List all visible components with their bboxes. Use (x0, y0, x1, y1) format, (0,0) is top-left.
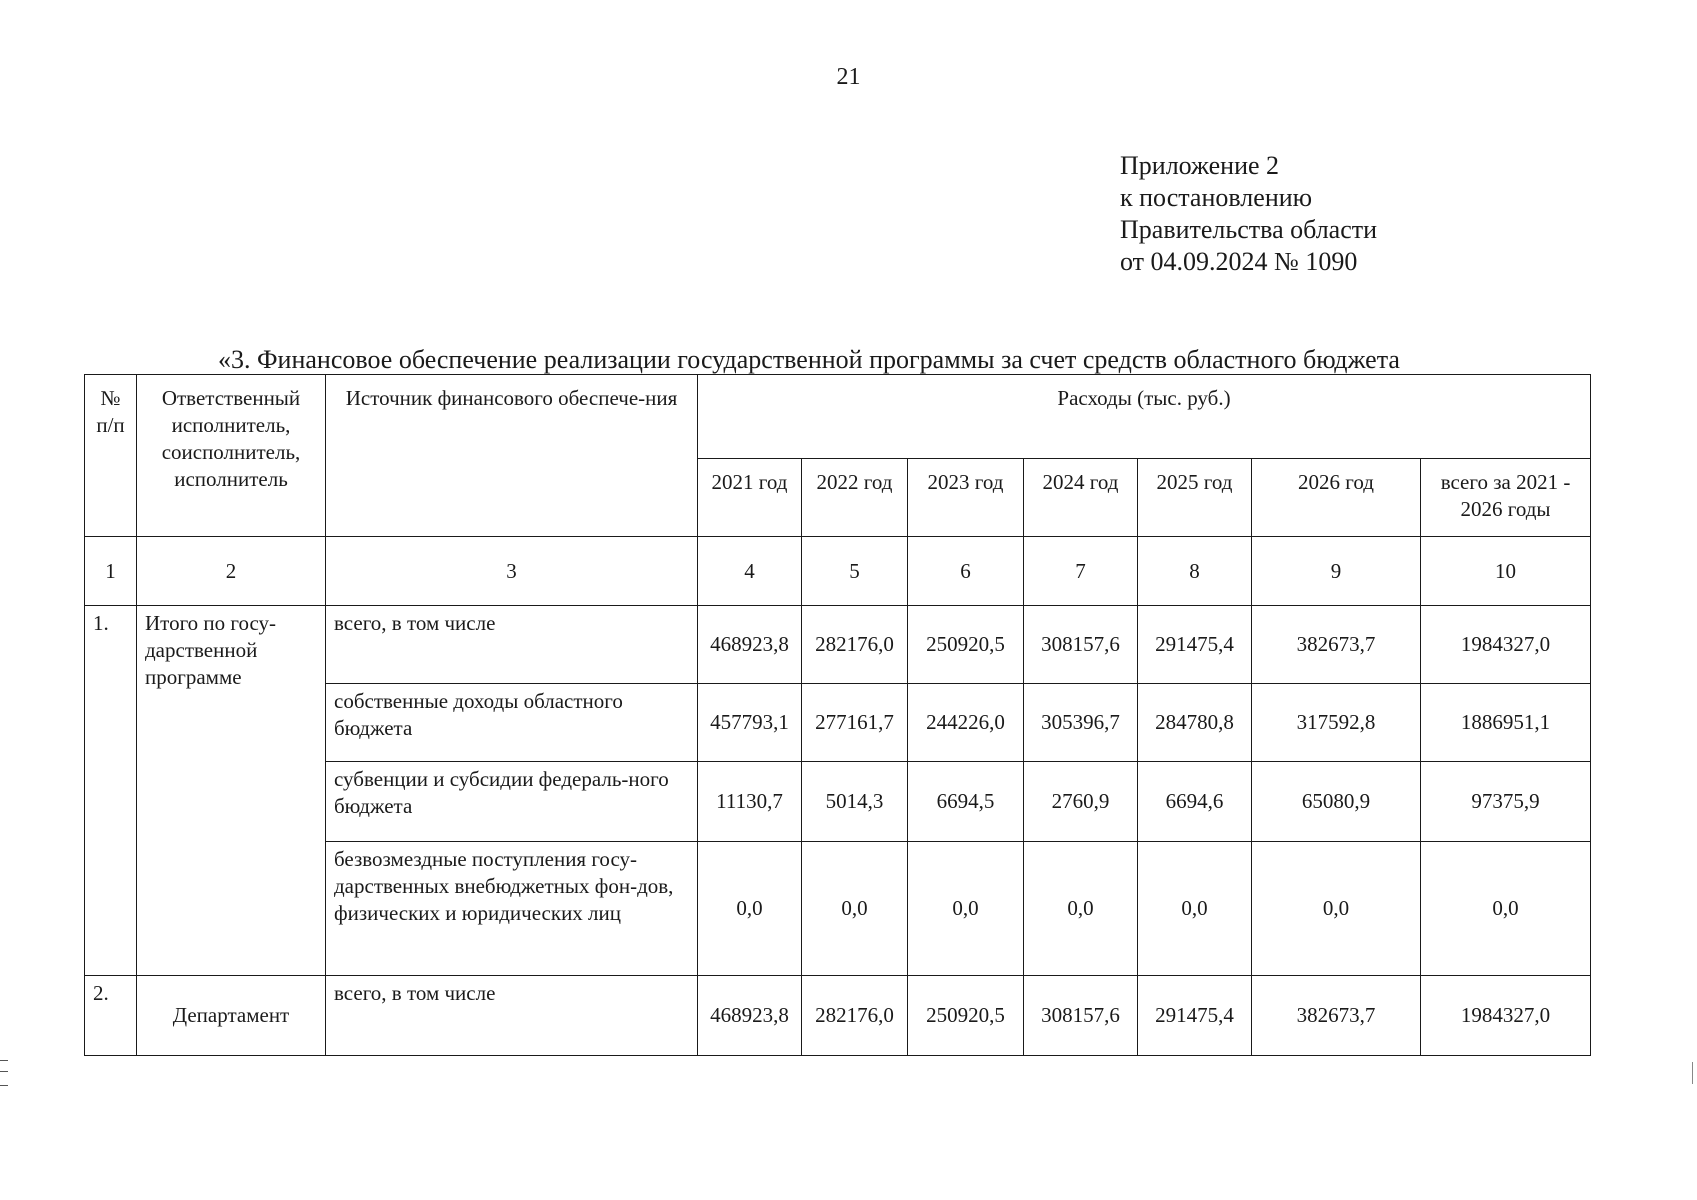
page-number: 21 (836, 64, 861, 90)
row-source: всего, в том числе (326, 976, 698, 1056)
column-number: 9 (1252, 537, 1421, 606)
column-number: 4 (698, 537, 802, 606)
value-cell: 0,0 (802, 842, 908, 976)
appendix-line: к постановлению (1120, 183, 1313, 212)
value-cell: 244226,0 (908, 684, 1024, 762)
value-cell: 0,0 (1138, 842, 1252, 976)
value-cell: 282176,0 (802, 976, 908, 1056)
value-cell: 282176,0 (802, 606, 908, 684)
value-cell: 250920,5 (908, 606, 1024, 684)
row-executor: Департамент (137, 976, 326, 1056)
value-cell: 65080,9 (1252, 762, 1421, 842)
value-cell: 6694,6 (1138, 762, 1252, 842)
scan-margin-mark (0, 1060, 8, 1086)
value-cell: 317592,8 (1252, 684, 1421, 762)
column-number: 5 (802, 537, 908, 606)
table-title: «3. Финансовое обеспечение реализации государственной программы за счет средств областного бюджета (218, 345, 1400, 374)
value-cell: 308157,6 (1024, 976, 1138, 1056)
appendix-line: Правительства области (1120, 215, 1378, 244)
column-number-row (85, 537, 1591, 606)
value-cell: 382673,7 (1252, 606, 1421, 684)
column-number: 6 (908, 537, 1024, 606)
header-source: Источник финансового обеспече-ния (326, 375, 698, 537)
column-number: 7 (1024, 537, 1138, 606)
value-cell-total: 1984327,0 (1421, 606, 1591, 684)
value-cell: 291475,4 (1138, 976, 1252, 1056)
value-cell: 291475,4 (1138, 606, 1252, 684)
value-cell: 468923,8 (698, 976, 802, 1056)
value-cell: 457793,1 (698, 684, 802, 762)
value-cell: 0,0 (1252, 842, 1421, 976)
appendix-line: Приложение 2 (1120, 151, 1280, 180)
value-cell: 0,0 (1024, 842, 1138, 976)
row-source: безвозмездные поступления госу-дарственных внебюджетных фон-дов, физических и юридических лиц (326, 842, 698, 976)
value-cell: 0,0 (698, 842, 802, 976)
column-number: 3 (326, 537, 698, 606)
header-year: 2023 год (908, 459, 1024, 537)
value-cell-total: 0,0 (1421, 842, 1591, 976)
value-cell: 284780,8 (1138, 684, 1252, 762)
header-year: 2022 год (802, 459, 908, 537)
appendix-line: от 04.09.2024 № 1090 (1120, 247, 1358, 276)
value-cell: 5014,3 (802, 762, 908, 842)
header-year: 2021 год (698, 459, 802, 537)
value-cell-total: 1886951,1 (1421, 684, 1591, 762)
row-index: 2. (85, 976, 137, 1056)
value-cell-total: 97375,9 (1421, 762, 1591, 842)
column-number: 1 (85, 537, 137, 606)
budget-table (84, 374, 1591, 1056)
value-cell: 2760,9 (1024, 762, 1138, 842)
column-number: 10 (1421, 537, 1591, 606)
value-cell-total: 1984327,0 (1421, 976, 1591, 1056)
value-cell: 305396,7 (1024, 684, 1138, 762)
header-row (85, 375, 1591, 459)
header-year-total: всего за 2021 - 2026 годы (1421, 459, 1591, 537)
column-number: 8 (1138, 537, 1252, 606)
header-expenses: Расходы (тыс. руб.) (698, 375, 1591, 459)
value-cell: 468923,8 (698, 606, 802, 684)
value-cell: 6694,5 (908, 762, 1024, 842)
header-year: 2025 год (1138, 459, 1252, 537)
value-cell: 308157,6 (1024, 606, 1138, 684)
column-number: 2 (137, 537, 326, 606)
row-executor: Итого по госу-дарственной программе (137, 606, 326, 976)
table-row (85, 976, 1591, 1056)
value-cell: 0,0 (908, 842, 1024, 976)
header-executor: Ответственный исполнитель, соисполнитель, исполнитель (137, 375, 326, 537)
appendix-block (1120, 150, 1377, 278)
table-row (85, 606, 1591, 684)
value-cell: 277161,7 (802, 684, 908, 762)
row-source: всего, в том числе (326, 606, 698, 684)
row-source: собственные доходы областного бюджета (326, 684, 698, 762)
value-cell: 382673,7 (1252, 976, 1421, 1056)
header-year: 2024 год (1024, 459, 1138, 537)
row-source: субвенции и субсидии федераль-ного бюджета (326, 762, 698, 842)
value-cell: 11130,7 (698, 762, 802, 842)
scan-margin-mark (1692, 1062, 1697, 1084)
value-cell: 250920,5 (908, 976, 1024, 1056)
row-index: 1. (85, 606, 137, 976)
header-num: № п/п (85, 375, 137, 537)
header-year: 2026 год (1252, 459, 1421, 537)
